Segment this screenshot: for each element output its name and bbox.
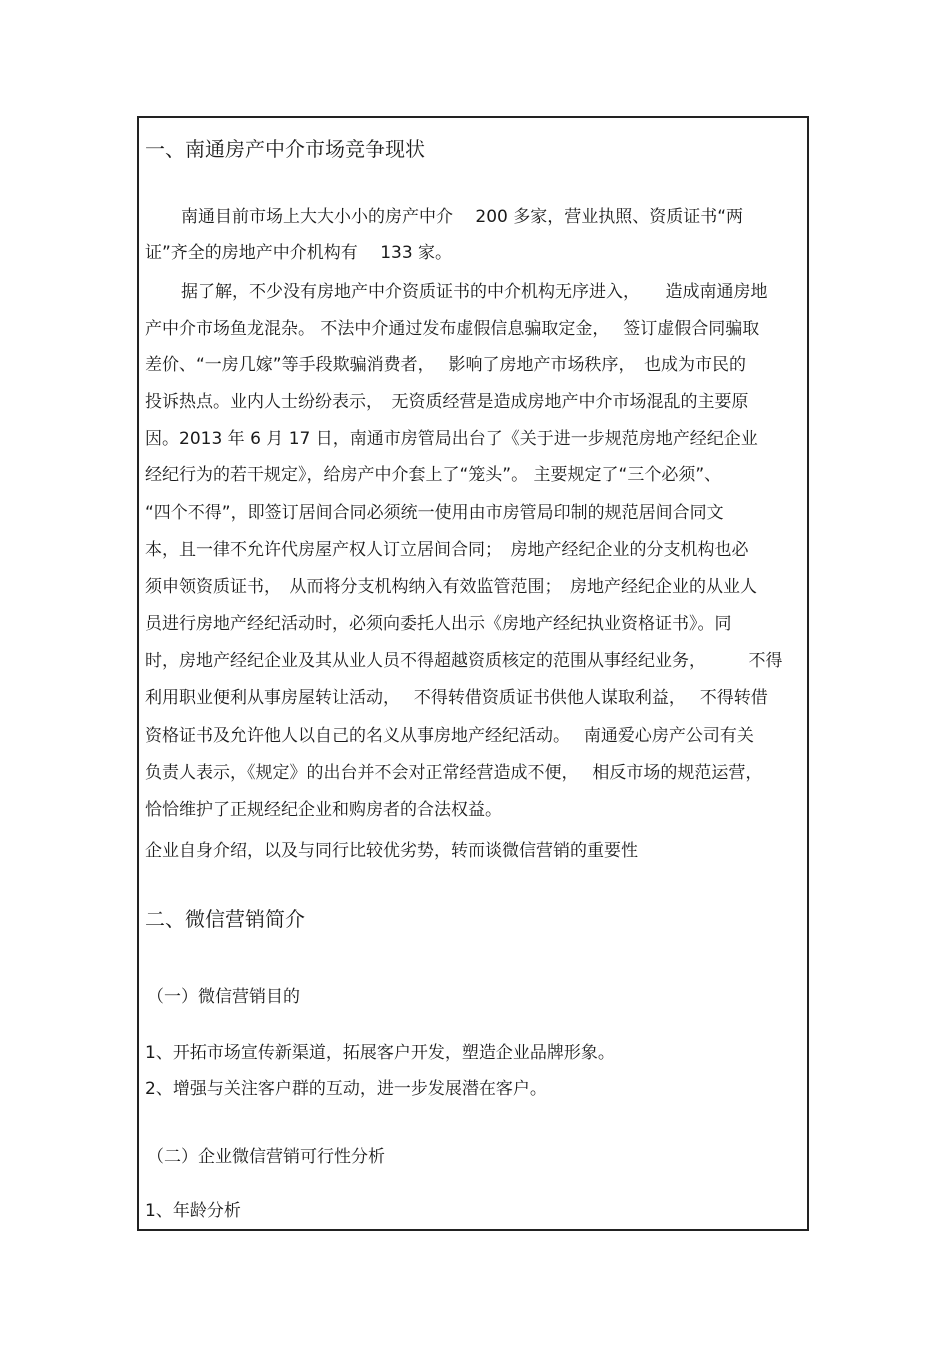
paragraph-line: 南通目前市场上大大小小的房产中介 200 多家，营业执照、资质证书“两 — [181, 207, 744, 227]
subsection-heading: （一）微信营销目的 — [147, 987, 300, 1007]
paragraph-line: 时，房地产经纪企业及其从业人员不得超越资质核定的范围从事经纪业务， 不得 — [145, 651, 783, 671]
paragraph-line: 恰恰维护了正规经纪企业和购房者的合法权益。 — [145, 800, 502, 820]
paragraph-line: 据了解，不少没有房地产中介资质证书的中介机构无序进入， 造成南通房地 — [181, 282, 768, 302]
paragraph-line: 负责人表示，《规定》的出台并不会对正常经营造成不便， 相反市场的规范运营， — [145, 763, 763, 783]
paragraph-line: 因。2013 年 6 月 17 日，南通市房管局出台了《关于进一步规范房地产经纪企业 — [145, 429, 758, 449]
note-line: 企业自身介绍，以及与同行比较优劣势，转而谈微信营销的重要性 — [145, 841, 638, 861]
paragraph-line: 投诉热点。业内人士纷纷表示， 无资质经营是造成房地产中介市场混乱的主要原 — [145, 392, 749, 412]
subsection-heading: （二）企业微信营销可行性分析 — [147, 1147, 385, 1167]
paragraph-line: 经纪行为的若干规定》，给房产中介套上了“笼头”。 主要规定了“三个必须”、 — [145, 465, 722, 485]
paragraph-line: 差价、“一房几嫁”等手段欺骗消费者， 影响了房地产市场秩序， 也成为市民的 — [145, 355, 747, 375]
section-heading: 二、微信营销简介 — [145, 907, 305, 931]
paragraph-line: 员进行房地产经纪活动时，必须向委托人出示《房地产经纪执业资格证书》。同 — [145, 614, 732, 634]
paragraph-line: 资格证书及允许他人以自己的名义从事房地产经纪活动。 南通爱心房产公司有关 — [145, 726, 754, 746]
list-item: 1、开拓市场宣传新渠道，拓展客户开发，塑造企业品牌形象。 — [145, 1043, 615, 1063]
paragraph-line: 产中介市场鱼龙混杂。 不法中介通过发布虚假信息骗取定金， 签订虚假合同骗取 — [145, 319, 760, 339]
paragraph-line: 证”齐全的房地产中介机构有 133 家。 — [145, 243, 453, 263]
list-item: 1、年龄分析 — [145, 1201, 241, 1221]
list-item: 2、增强与关注客户群的互动，进一步发展潜在客户。 — [145, 1079, 547, 1099]
section-heading: 一、南通房产中介市场竞争现状 — [145, 137, 425, 161]
paragraph-line: “四个不得”，即签订居间合同必须统一使用由市房管局印制的规范居间合同文 — [145, 503, 724, 523]
paragraph-line: 须申领资质证书， 从而将分支机构纳入有效监管范围； 房地产经纪企业的从业人 — [145, 577, 757, 597]
paragraph-line: 本，且一律不允许代房屋产权人订立居间合同； 房地产经纪企业的分支机构也必 — [145, 540, 749, 560]
paragraph-line: 利用职业便利从事房屋转让活动， 不得转借资质证书供他人谋取利益， 不得转借 — [145, 688, 768, 708]
